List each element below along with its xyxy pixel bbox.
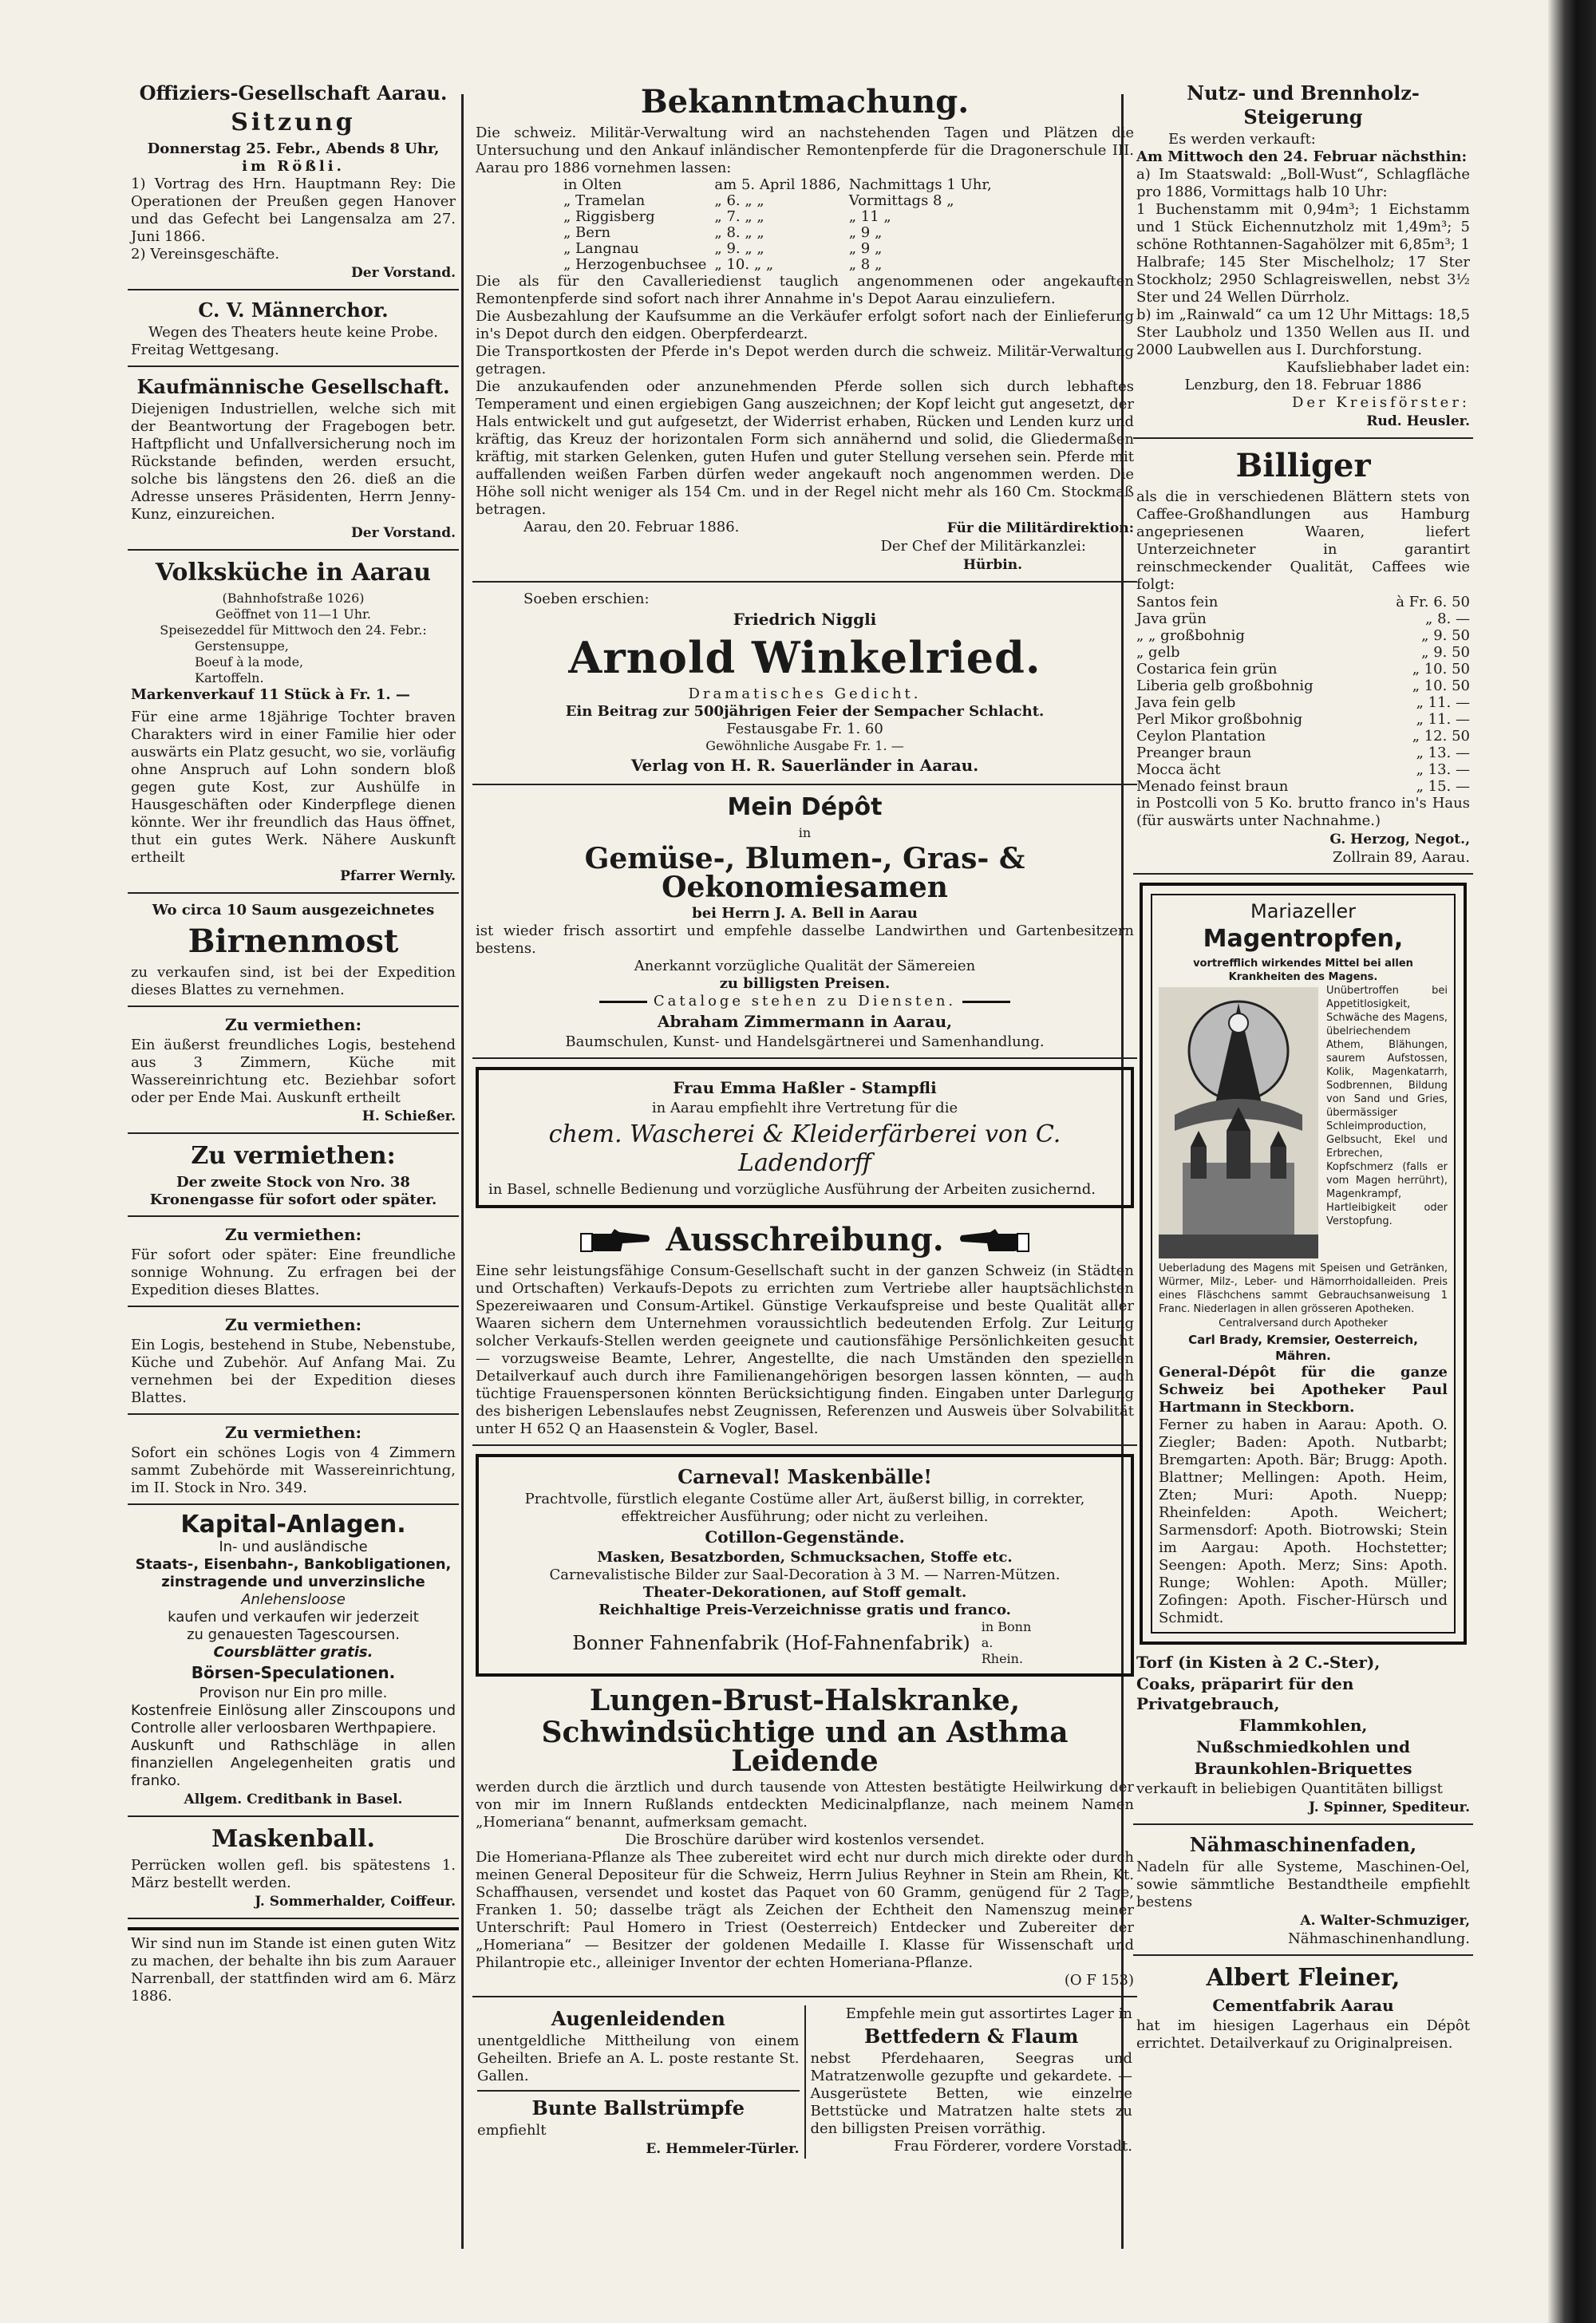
ad-hours: Geöffnet von 11—1 Uhr.	[215, 606, 371, 622]
coffee-name: Preanger braun	[1136, 745, 1252, 761]
ad-body: werden durch die ärztlich und durch tausende von Attesten bestätigte Heilwirkung der von mir im Innern Rußlands entdeckten Medicinalpflanze, nach meinem Namen „Homeriana“ benannt, aufmerksam gemacht.	[476, 1779, 1134, 1831]
ad-ausschreibung	[472, 1218, 1137, 1446]
ad-line: Nußschmiedkohlen und	[1195, 1737, 1411, 1756]
ad-winkelried	[472, 591, 1137, 785]
ad-code: (O F 153)	[1064, 1972, 1134, 1989]
ad-intro: Soeben erschien:	[523, 591, 650, 607]
ad-date: Aarau, den 20. Februar 1886.	[523, 519, 740, 535]
ad-line: Flammkohlen,	[1238, 1716, 1368, 1735]
ad-title: Arnold Winkelried.	[568, 632, 1041, 683]
price-row	[1136, 661, 1470, 678]
ad-signature: H. Schießer.	[361, 1108, 456, 1124]
decorative-dash	[962, 1001, 1010, 1003]
price-row	[1136, 627, 1470, 644]
ad-narrenball	[128, 1927, 459, 2012]
ad-line: zu billigsten Preisen.	[719, 975, 891, 992]
ad-body: Kostenfreie Einlösung aller Zinscoupons und Controlle aller verloosbaren Werthpapiere.	[131, 1702, 456, 1736]
coffee-price: „ 8. —	[1425, 610, 1470, 627]
ad-line: Anlehensloose	[241, 1591, 346, 1608]
ad-body: Für sofort oder später: Eine freundliche sonnige Wohnung. Zu erfragen bei der Expedition dieses Blattes.	[131, 1246, 456, 1298]
schedule-date: „ 8. „ „	[714, 224, 764, 241]
schedule-date: „ 10. „ „	[714, 256, 774, 273]
ad-body: als die in verschiedenen Blättern stets von Caffee-Großhandlungen aus Hamburg angepriesenen Waaren, liefert Unterzeichneter in garantirt reinschmeckender Qualität, Caffees wie folgt:	[1136, 488, 1470, 593]
ad-line: Ein Beitrag zur 500jährigen Feier der Sempacher Schlacht.	[565, 703, 1045, 720]
ad-sale: Markenverkauf 11 Stück à Fr. 1. —	[131, 686, 410, 703]
ad-body: ist wieder frisch assortirt und empfehle dasselbe Landwirthen und Gartenbesitzern bestens.	[476, 922, 1134, 957]
ad-bekanntmachung	[472, 83, 1137, 583]
ad-line: Coursblätter gratis.	[213, 1644, 373, 1661]
ad-firm: chem. Wascherei & Kleiderfärberei von C. Ladendorff	[548, 1120, 1061, 1177]
ad-line: Gewöhnliche Ausgabe Fr. 1. —	[705, 738, 904, 753]
ad-menu-item: Kartoffeln.	[195, 670, 264, 685]
price-row	[1136, 761, 1470, 778]
ad-intro: Die schweiz. Militär-Verwaltung wird an nachstehenden Tagen und Plätzen die Untersuchung und den Ankauf inländischer Remontenpferde für die Dragonerschule III. Aarau pro 1886 vornehmen lassen:	[476, 124, 1134, 176]
coffee-name: „ gelb	[1136, 644, 1180, 661]
ad-title: Schwindsüchtige und an Asthma Leidende	[541, 1716, 1069, 1778]
price-row	[1136, 610, 1470, 627]
ad-menu-intro: Speisezeddel für Mittwoch den 24. Febr.:	[160, 622, 427, 638]
ad-text: Wegen des Theaters heute keine Probe.	[148, 324, 438, 341]
schedule-date: „ 9. „ „	[714, 240, 764, 257]
schedule-date: am 5. April 1886,	[714, 176, 841, 193]
schedule-place: in Olten	[563, 176, 622, 193]
ad-body: Diejenigen Industriellen, welche sich mit der Beantwortung der Fragebogen betr. Haftpflicht und Unfallversicherung noch im Rückstande befinden, werden ersucht, solche bis längstens den 26. dieß an die Adresse unseres Präsidenten, Herrn Jenny-Kunz, einzureichen.	[131, 401, 456, 523]
ad-torf-kohlen	[1133, 1653, 1473, 1825]
ad-signature: Allgem. Creditbank in Basel.	[184, 1792, 403, 1807]
ad-body: empfiehlt	[477, 2122, 547, 2139]
coffee-price: „ 15. —	[1416, 778, 1470, 795]
ad-depot-samen	[472, 793, 1137, 1059]
coffee-name: Perl Mikor großbohnig	[1136, 711, 1303, 728]
ad-line: Torf (in Kisten à 2 C.-Ster),	[1136, 1653, 1381, 1672]
schedule-date: „ 7. „ „	[714, 208, 764, 225]
price-row	[1136, 644, 1470, 661]
ad-vermiethen-5	[128, 1423, 459, 1505]
ad-line: In- und ausländische	[219, 1539, 368, 1555]
ad-title: C. V. Männerchor.	[198, 298, 389, 322]
ad-split-row	[472, 2005, 1137, 2159]
ad-line: Cataloge stehen zu Diensten.	[653, 993, 957, 1009]
schedule-row	[563, 241, 1000, 257]
ad-signature: Abraham Zimmermann in Aarau,	[657, 1012, 953, 1031]
ad-menu-item: Boeuf à la mode,	[195, 654, 304, 670]
ad-billiger-caffee	[1133, 447, 1473, 875]
column-left	[128, 80, 459, 2266]
ad-title: Offiziers-Gesellschaft Aarau.	[139, 81, 448, 105]
coffee-price: „ 9. 50	[1421, 627, 1470, 644]
ad-maennerchor	[128, 298, 459, 367]
ad-signature: J. Sommerhalder, Coiffeur.	[255, 1894, 456, 1910]
ad-signature: Hürbin.	[962, 557, 1022, 573]
ad-title: Nutz- und Brennholz-Steigerung	[1187, 81, 1420, 128]
ad-signature: Nähmaschinenhandlung.	[1287, 1930, 1470, 1947]
coffee-name: „ „ großbohnig	[1136, 627, 1245, 644]
price-row	[1136, 778, 1470, 795]
coffee-name: Java fein gelb	[1136, 694, 1236, 711]
ad-body: Wir sind nun im Stande ist einen guten Witz zu machen, der behalte ihn bis zum Aarauer Narrenball, der stattfinden wird am 6. März 1886.	[131, 1935, 456, 2005]
coffee-price: „ 12. 50	[1412, 728, 1470, 745]
ad-intro: Empfehle mein gut assortirtes Lager in	[845, 2005, 1132, 2022]
price-row	[1136, 711, 1470, 728]
ad-when: Donnerstag 25. Febr., Abends 8 Uhr,	[147, 140, 440, 157]
ad-subtitle: Dramatisches Gedicht.	[688, 685, 922, 702]
ad-list: Ferner zu haben in Aarau: Apoth. O. Ziegler; Baden: Apoth. Nutbarbt; Bremgarten: Apoth. Bär; Brugg: Apoth. Blattner; Mellingen: Apoth. Heim, Zten; Muri: Apoth. Nuepp; Rheinfelden: Apoth. Weichert; Sarmensdorf: Apoth. Biotrowski; Stein im Aargau: Apoth. Hochstetter; Seengen: Apoth. Merz; Sins: Apoth. Runge; Wohlen: Apoth. Müller; Zofingen: Apoth. Fischer-Hürsch und Schmidt.	[1159, 1416, 1448, 1626]
schedule-place: „ Herzogenbuchsee	[563, 256, 707, 273]
ad-nutzholz	[1133, 81, 1473, 439]
ad-address: (Bahnhofstraße 1026)	[222, 591, 365, 606]
ad-line: Braunkohlen-Briquettes	[1194, 1759, 1412, 1778]
ad-signature: Pfarrer Wernly.	[340, 868, 456, 884]
ad-carneval-box	[476, 1454, 1134, 1677]
price-row	[1136, 745, 1470, 761]
coffee-name: Mocca ächt	[1136, 761, 1221, 778]
ad-signature: Zollrain 89, Aarau.	[1333, 849, 1470, 866]
decorative-dash	[599, 1001, 647, 1003]
ad-line: Anerkannt vorzügliche Qualität der Sämereien	[634, 958, 976, 974]
coffee-price: „ 13. —	[1416, 761, 1470, 778]
ad-hassler-box	[476, 1067, 1134, 1208]
ad-mariazeller-box	[1140, 883, 1467, 1645]
ad-line: Provison nur Ein pro mille.	[199, 1685, 388, 1701]
ad-body: Auskunft und Rathschläge in allen finanziellen Angelegenheiten gratis und franko.	[131, 1737, 456, 1789]
ad-bettfedern	[804, 2005, 1138, 2159]
ad-side-text: Unübertroffen bei Appetitlosigkeit, Schwäche des Magens, übelriechendem Athem, Blähungen, saurem Aufstossen, Kolik, Magenkatarrh, Sodbrennen, Bildung von Sand und Gries, übermässiger Schleimproduction, Gelbsucht, Ekel und Erbrechen, Kopfschmerz (falls er vom Magen herrührt), Magenkrampf, Hartleibigkeit oder Verstopfung.	[1326, 985, 1448, 1227]
schedule-row	[563, 177, 1000, 193]
ad-vermiethen-4	[128, 1315, 459, 1415]
ad-signature: Der Vorstand.	[351, 525, 456, 541]
schedule-time: „ 9 „	[848, 240, 883, 257]
ad-line: Kaufsliebhaber ladet ein:	[1286, 359, 1470, 376]
ad-heading: Sitzung	[231, 109, 356, 136]
schedule-time: „ 11 „	[848, 208, 891, 225]
ad-body: Die Homeriana-Pflanze als Thee zubereitet wird echt nur durch mich direkte oder durch meinen General Depositeur für die Schweiz, Herrn Julius Reyhner in Stein am Rhein, Kt. Schaffhausen, versendet und kostet das Paquet von 60 Gramm, genügend für 2 Tage, Franken 1. 50; dasselbe trägt als Zeichen der Echtheit den Namenszug meiner Unterschrift: Paul Homero in Triest (Oesterreich) Entdecker und Zubereiter der „Homeriana“ — Besitzer der goldenen Medaille I. Klasse für Wissenschaft und Philantropie etc., alleiniger Inventor der echten Homeriana-Pflanze.	[476, 1849, 1134, 1971]
coffee-price: „ 9. 50	[1421, 644, 1470, 661]
coffee-name: Santos fein	[1136, 594, 1219, 610]
coffee-price: à Fr. 6. 50	[1396, 594, 1470, 610]
ad-title: Augenleidenden	[551, 2007, 725, 2030]
ad-subtitle: vortrefflich wirkendes Mittel bei allen Krankheiten des Magens.	[1193, 958, 1413, 983]
ad-title: Birnenmost	[188, 922, 399, 960]
ad-line: Coaks, präparirt für den Privatgebrauch,	[1136, 1674, 1354, 1713]
ad-title: Magentropfen,	[1203, 925, 1404, 953]
ad-body: Für eine arme 18jährige Tochter braven Charakters wird in einer Familie hier oder auswärts ein Platz gesucht, wo sie, vorläufig ohne Anspruch auf Lohn sondern bloß gegen gute Kost, zur Aushülfe in Hausgeschäften oder Kinderpflege dienen könnte. Wer ihr freundlich das Haus öffnet, thut ein gutes Werk. Nähere Auskunft ertheilt	[131, 709, 456, 866]
ad-title: Mein Dépôt	[727, 793, 883, 821]
schedule-time: Vormittags 8 „	[848, 192, 954, 209]
ad-signature: Der Chef der Militärkanzlei:	[880, 538, 1086, 555]
ad-title: Zu vermiethen:	[225, 1225, 361, 1244]
ad-depot: General-Dépôt für die ganze Schweiz bei Apotheker Paul Hartmann in Steckborn.	[1159, 1364, 1448, 1416]
ad-signature: Für die Militärdirektion:	[946, 520, 1134, 536]
ad-footer: Ueberladung des Magens mit Speisen und Getränken, Würmer, Milz-, Leber- und Hämorrhoidalleiden. Preis eines Fläschchens sammt Gebrauchsanweisung 1 Franc. Niederlagen in allen grösseren Apotheken.	[1159, 1262, 1448, 1315]
ad-title: Bunte Ballstrümpfe	[531, 2096, 745, 2120]
ad-title: Bettfedern & Flaum	[864, 2025, 1079, 2048]
schedule-time: „ 8 „	[848, 256, 883, 273]
ad-title: Kaufmännische Gesellschaft.	[136, 375, 450, 398]
ad-item: a) Im Staatswald: „Boll-Wust“, Schlagfläche pro 1886, Vormittags halb 10 Uhr:	[1136, 166, 1470, 200]
ad-subtitle: Cementfabrik Aarau	[1212, 1996, 1394, 2015]
ad-title: Zu vermiethen:	[225, 1015, 361, 1034]
price-row	[1136, 678, 1470, 694]
ad-body: Sofort ein schönes Logis von 4 Zimmern sammt Zubehörde mit Wassereinrichtung, im II. Stock in Nro. 349.	[131, 1444, 456, 1496]
schedule-row	[563, 257, 1000, 273]
ad-line: Festausgabe Fr. 1. 60	[726, 721, 883, 737]
ad-line: zu genauesten Tagescoursen.	[187, 1626, 400, 1643]
ad-vermiethen-1	[128, 1015, 459, 1134]
schedule-time: „ 9 „	[848, 224, 883, 241]
ad-subtitle: Börsen-Speculationen.	[191, 1663, 396, 1682]
schedule-row	[563, 225, 1000, 241]
ad-body: nebst Pferdehaaren, Seegras und Matratzenwolle gezupfte und gekardete. — Ausgerüstete Betten, wie einzelne Bettstücke und Matratzen halte stets zu den billigsten Preisen vorräthig.	[810, 2050, 1132, 2137]
ad-line: Carnevalistische Bilder zur Saal-Decoration à 3 M. — Narren-Mützen.	[549, 1566, 1061, 1583]
ad-date: Lenzburg, den 18. Februar 1886	[1184, 377, 1422, 393]
coffee-name: Java grün	[1136, 610, 1207, 627]
ad-title: Billiger	[1235, 447, 1371, 484]
ad-line: Masken, Besatzborden, Schmucksachen, Stoffe etc.	[597, 1549, 1013, 1566]
ad-volkskueche	[128, 559, 459, 894]
ad-signature: G. Herzog, Negot.,	[1329, 832, 1470, 847]
ad-offiziers-gesellschaft	[128, 81, 459, 290]
schedule-place: „ Bern	[563, 224, 611, 241]
coffee-price: „ 11. —	[1416, 694, 1470, 711]
ad-item: 2) Vereinsgeschäfte.	[131, 246, 280, 263]
ad-line: Theater-Dekorationen, auf Stoff gemalt.	[642, 1584, 967, 1601]
ad-title: Nähmaschinenfaden,	[1189, 1833, 1417, 1856]
price-table	[1136, 594, 1470, 795]
ad-kapital-anlagen	[128, 1513, 459, 1817]
ad-signature: Rud. Heusler.	[1366, 413, 1470, 429]
ad-line: in	[798, 825, 812, 840]
ad-author: Friedrich Niggli	[733, 610, 877, 629]
ad-signature: A. Walter-Schmuziger,	[1300, 1913, 1470, 1929]
ad-when: Am Mittwoch den 24. Februar nächsthin:	[1136, 148, 1468, 165]
ad-line: Prachtvolle, fürstlich elegante Costüme aller Art, äußerst billig, in correkter, effektreicher Ausführung; oder nicht zu verleihen.	[524, 1491, 1085, 1525]
column-rule-left	[461, 94, 464, 2249]
ad-line: Cotillon-Gegenstände.	[705, 1527, 905, 1547]
ad-signature: Frau Förderer, vordere Vorstadt.	[894, 2138, 1132, 2155]
ad-item: 1) Vortrag des Hrn. Hauptmann Rey: Die Operationen der Preußen gegen Hanover und das Gefecht bei Langensalza am 27. Juni 1866.	[131, 176, 456, 245]
ad-body: hat im hiesigen Lagerhaus ein Dépôt errichtet. Detailverkauf zu Originalpreisen.	[1136, 2017, 1470, 2052]
schedule-time: Nachmittags 1 Uhr,	[848, 176, 992, 193]
madonna-church-illustration	[1159, 987, 1318, 1258]
ad-line: in Basel, schnelle Bedienung und vorzügliche Ausführung der Arbeiten zusichernd.	[488, 1181, 1096, 1198]
ad-kaufmaennische	[128, 375, 459, 551]
ad-line: Reichhaltige Preis-Verzeichnisse gratis und franco.	[598, 1602, 1011, 1618]
ad-ballstruempfe	[477, 2096, 800, 2157]
column-middle	[472, 80, 1137, 2266]
ad-brand: Mariazeller	[1250, 900, 1356, 922]
ad-subject: Gemüse-, Blumen-, Gras- & Oekonomiesamen	[584, 842, 1025, 904]
ad-where: im Rößli.	[242, 158, 345, 175]
ad-line: kaufen und verkaufen wir jederzeit	[168, 1609, 419, 1626]
ad-title: Zu vermiethen:	[191, 1142, 396, 1170]
ad-signature-line: Baumschulen, Kunst- und Handelsgärtnerei und Samenhandlung.	[565, 1033, 1045, 1050]
ad-body: Die Broschüre darüber wird kostenlos versendet.	[625, 1831, 985, 1848]
ad-augenleidende	[477, 2007, 800, 2092]
schedule-row	[563, 209, 1000, 225]
ad-line: in Aarau empfiehlt ihre Vertretung für die	[651, 1100, 958, 1116]
price-row	[1136, 594, 1470, 610]
schedule-table	[563, 177, 1000, 273]
ad-line: Centralversand durch Apotheker	[1219, 1318, 1388, 1329]
ad-title: Zu vermiethen:	[225, 1423, 361, 1442]
ad-signature: Der Kreisförster:	[1291, 394, 1470, 411]
coffee-name: Costarica fein grün	[1136, 661, 1278, 678]
schedule-place: „ Tramelan	[563, 192, 646, 209]
ad-body: zu verkaufen sind, ist bei der Expedition dieses Blattes zu vernehmen.	[131, 964, 456, 998]
ad-title: Zu vermiethen:	[225, 1315, 361, 1334]
ad-title: Bekanntmachung.	[640, 83, 970, 120]
coffee-price: „ 13. —	[1416, 745, 1470, 761]
page-edge-shadow	[1548, 0, 1596, 2323]
ad-paragraph: Die anzukaufenden oder anzunehmenden Pferde sollen sich durch lebhaftes Temperament und einen ergiebigen Gang auszeichnen; der Kopf leicht gut angesetzt, der Hals entwickelt und gut aufgesetzt, der Widerrist erhaben, Rücken und Lenden kurz und kräftig, das Kreuz der horizontalen Form sich annähernd und solid, die Gliedermaßen kräftig, mit starken Gelenken, guten Hufen und guter Stellung versehen sein. Pferde mit auffallenden weißen Farben dürfen weder angekauft noch angenommen werden. Die Höhe soll nicht weniger als 154 Cm. und in der Regel nicht mehr als 160 Cm. Stockmaß betragen.	[476, 378, 1134, 518]
column-right	[1133, 80, 1473, 2266]
ad-title: Lungen-Brust-Halskranke,	[589, 1684, 1021, 1717]
coffee-price: „ 11. —	[1416, 711, 1470, 728]
ad-text: Freitag Wettgesang.	[131, 342, 279, 358]
schedule-row	[563, 193, 1000, 209]
ad-footer: in Postcolli von 5 Ko. brutto franco in's Haus (für auswärts unter Nachnahme.)	[1136, 795, 1470, 829]
ad-vermiethen-2	[128, 1142, 459, 1217]
ad-title: Ausschreibung.	[666, 1221, 944, 1258]
ad-item-body: 1 Buchenstamm mit 0,94m³; 1 Eichstamm und 1 Stück Eichennutzholz mit 1,49m³; 5 schöne Rothtannen-Sagahölzer mit 6,85m³; 1 Halbrafe; 145 Ster Mischelholz; 17 Ster Stockholz; 2950 Schlagreiswellen, nebst 3½ Ster und 24 Wellen Dürrholz.	[1136, 201, 1470, 306]
coffee-name: Liberia gelb großbohnig	[1136, 678, 1314, 694]
ad-signature: E. Hemmeler-Türler.	[646, 2141, 800, 2157]
schedule-place: „ Langnau	[563, 240, 639, 257]
coffee-price: „ 10. 50	[1412, 678, 1470, 694]
ad-body: Nadeln für alle Systeme, Maschinen-Oel, sowie sämmtliche Bestandtheile empfiehlt bestens	[1136, 1859, 1470, 1910]
schedule-date: „ 6. „ „	[714, 192, 764, 209]
ad-body: Ein Logis, bestehend in Stube, Nebenstube, Küche und Zubehör. Auf Anfang Mai. Zu vernehmen bei der Expedition dieses Blattes.	[131, 1337, 456, 1406]
price-row	[1136, 728, 1470, 745]
ad-body: verkauft in beliebigen Quantitäten billigst	[1136, 1780, 1443, 1797]
ad-paragraph: Die Ausbezahlung der Kaufsumme an die Verkäufer erfolgt sofort nach der Einlieferung in's Depot durch den eidgen. Oberpferdearzt.	[476, 308, 1134, 342]
ad-place: in Bonn a. Rhein.	[981, 1619, 1032, 1666]
ad-line: zinstragende und unverzinsliche	[161, 1574, 425, 1590]
price-row	[1136, 694, 1470, 711]
ad-publisher: Verlag von H. R. Sauerländer in Aarau.	[630, 756, 979, 775]
ad-firm: Bonner Fahnenfabrik (Hof-Fahnenfabrik)	[572, 1632, 970, 1654]
ad-fleiner	[1133, 1964, 1473, 2059]
ad-signature: J. Spinner, Spediteur.	[1309, 1800, 1470, 1815]
ad-birnenmost	[128, 902, 459, 1007]
ad-paragraph: Die als für den Cavalleriedienst tauglich angenommenen oder angekauften Remontenpferde sind sofort nach ihrer Annahme in's Depot Aarau einzuliefern.	[476, 273, 1134, 307]
ad-body: Der zweite Stock von Nro. 38 Kronengasse für sofort oder später.	[149, 1174, 437, 1208]
ad-title: Albert Fleiner,	[1206, 1964, 1400, 1992]
ad-vermiethen-3	[128, 1225, 459, 1307]
ad-intro: Wo circa 10 Saum ausgezeichnetes	[152, 902, 435, 919]
ad-menu-item: Gerstensuppe,	[195, 638, 289, 654]
ad-naehmaschinen	[1133, 1833, 1473, 1956]
ad-body: Ein äußerst freundliches Logis, bestehend aus 3 Zimmern, Küche mit Wassereinrichtung etc. Beziehbar sofort oder per Ende Mai. Auskunft ertheilt	[131, 1037, 456, 1106]
ad-title: Maskenball.	[211, 1825, 375, 1853]
ad-line: Staats-, Eisenbahn-, Bankobligationen,	[135, 1556, 452, 1573]
ad-title: Frau Emma Haßler - Stampfli	[673, 1078, 937, 1097]
ad-lungen	[472, 1686, 1137, 1997]
pointing-hand-left-icon	[958, 1224, 1030, 1256]
ad-line: bei Herrn J. A. Bell in Aarau	[692, 905, 918, 922]
ad-body: Eine sehr leistungsfähige Consum-Gesellschaft sucht in der ganzen Schweiz (in Städten und Ortschaften) Verkaufs-Depots zu errichten zum Vertriebe aller hauptsächlichsten Spezereiwaaren und Consum-Artikel. Günstige Verkaufspreise und beste Qualität aller Waaren sichern dem Unternehmen voraussichtlich bedeutenden Erfolg. Zur Leitung solcher Verkaufs-Stellen werden geeignete und cautionsfähige Persönlichkeiten gesucht — vorzugsweise Beamte, Lehrer, Angestellte, die nach Umständen den speziellen Detailverkauf auch durch ihre Familienangehörigen besorgen lassen könnten, — auch tüchtige Frauenspersonen könnten Berücksichtigung finden. Eingaben unter Darlegung des bisherigen Lebenslaufes nebst Zeugnissen, Referenzen und Ausweis über Solvabilität unter H 652 Q an Haasenstein & Vogler, Basel.	[476, 1262, 1134, 1437]
ad-maskenball	[128, 1825, 459, 1919]
pointing-hand-right-icon	[579, 1224, 651, 1256]
ad-item: b) im „Rainwald“ ca um 12 Uhr Mittags: 18,5 Ster Laubholz und 1350 Wellen aus II. und 2000 Laubwellen aus I. Durchforstung.	[1136, 306, 1470, 358]
coffee-name: Menado feinst braun	[1136, 778, 1289, 795]
coffee-name: Ceylon Plantation	[1136, 728, 1266, 745]
coffee-price: „ 10. 50	[1412, 661, 1470, 678]
ad-title: Kapital-Anlagen.	[180, 1511, 406, 1539]
ad-signature: Der Vorstand.	[351, 265, 456, 281]
ad-body: Perrücken wollen gefl. bis spätestens 1. März bestellt werden.	[131, 1857, 456, 1891]
ad-paragraph: Die Transportkosten der Pferde in's Depot werden durch die schweiz. Militär-Verwaltung getragen.	[476, 343, 1134, 377]
schedule-place: „ Riggisberg	[563, 208, 655, 225]
ad-title: Volksküche in Aarau	[155, 559, 432, 587]
ad-title: Carneval! Maskenbälle!	[678, 1465, 932, 1488]
ad-maker: Carl Brady, Kremsier, Oesterreich, Mähren.	[1188, 1333, 1418, 1363]
ad-body: unentgeldliche Mittheilung von einem Geheilten. Briefe an A. L. poste restante St. Gallen.	[477, 2033, 800, 2084]
ad-intro: Es werden verkauft:	[1168, 131, 1316, 148]
